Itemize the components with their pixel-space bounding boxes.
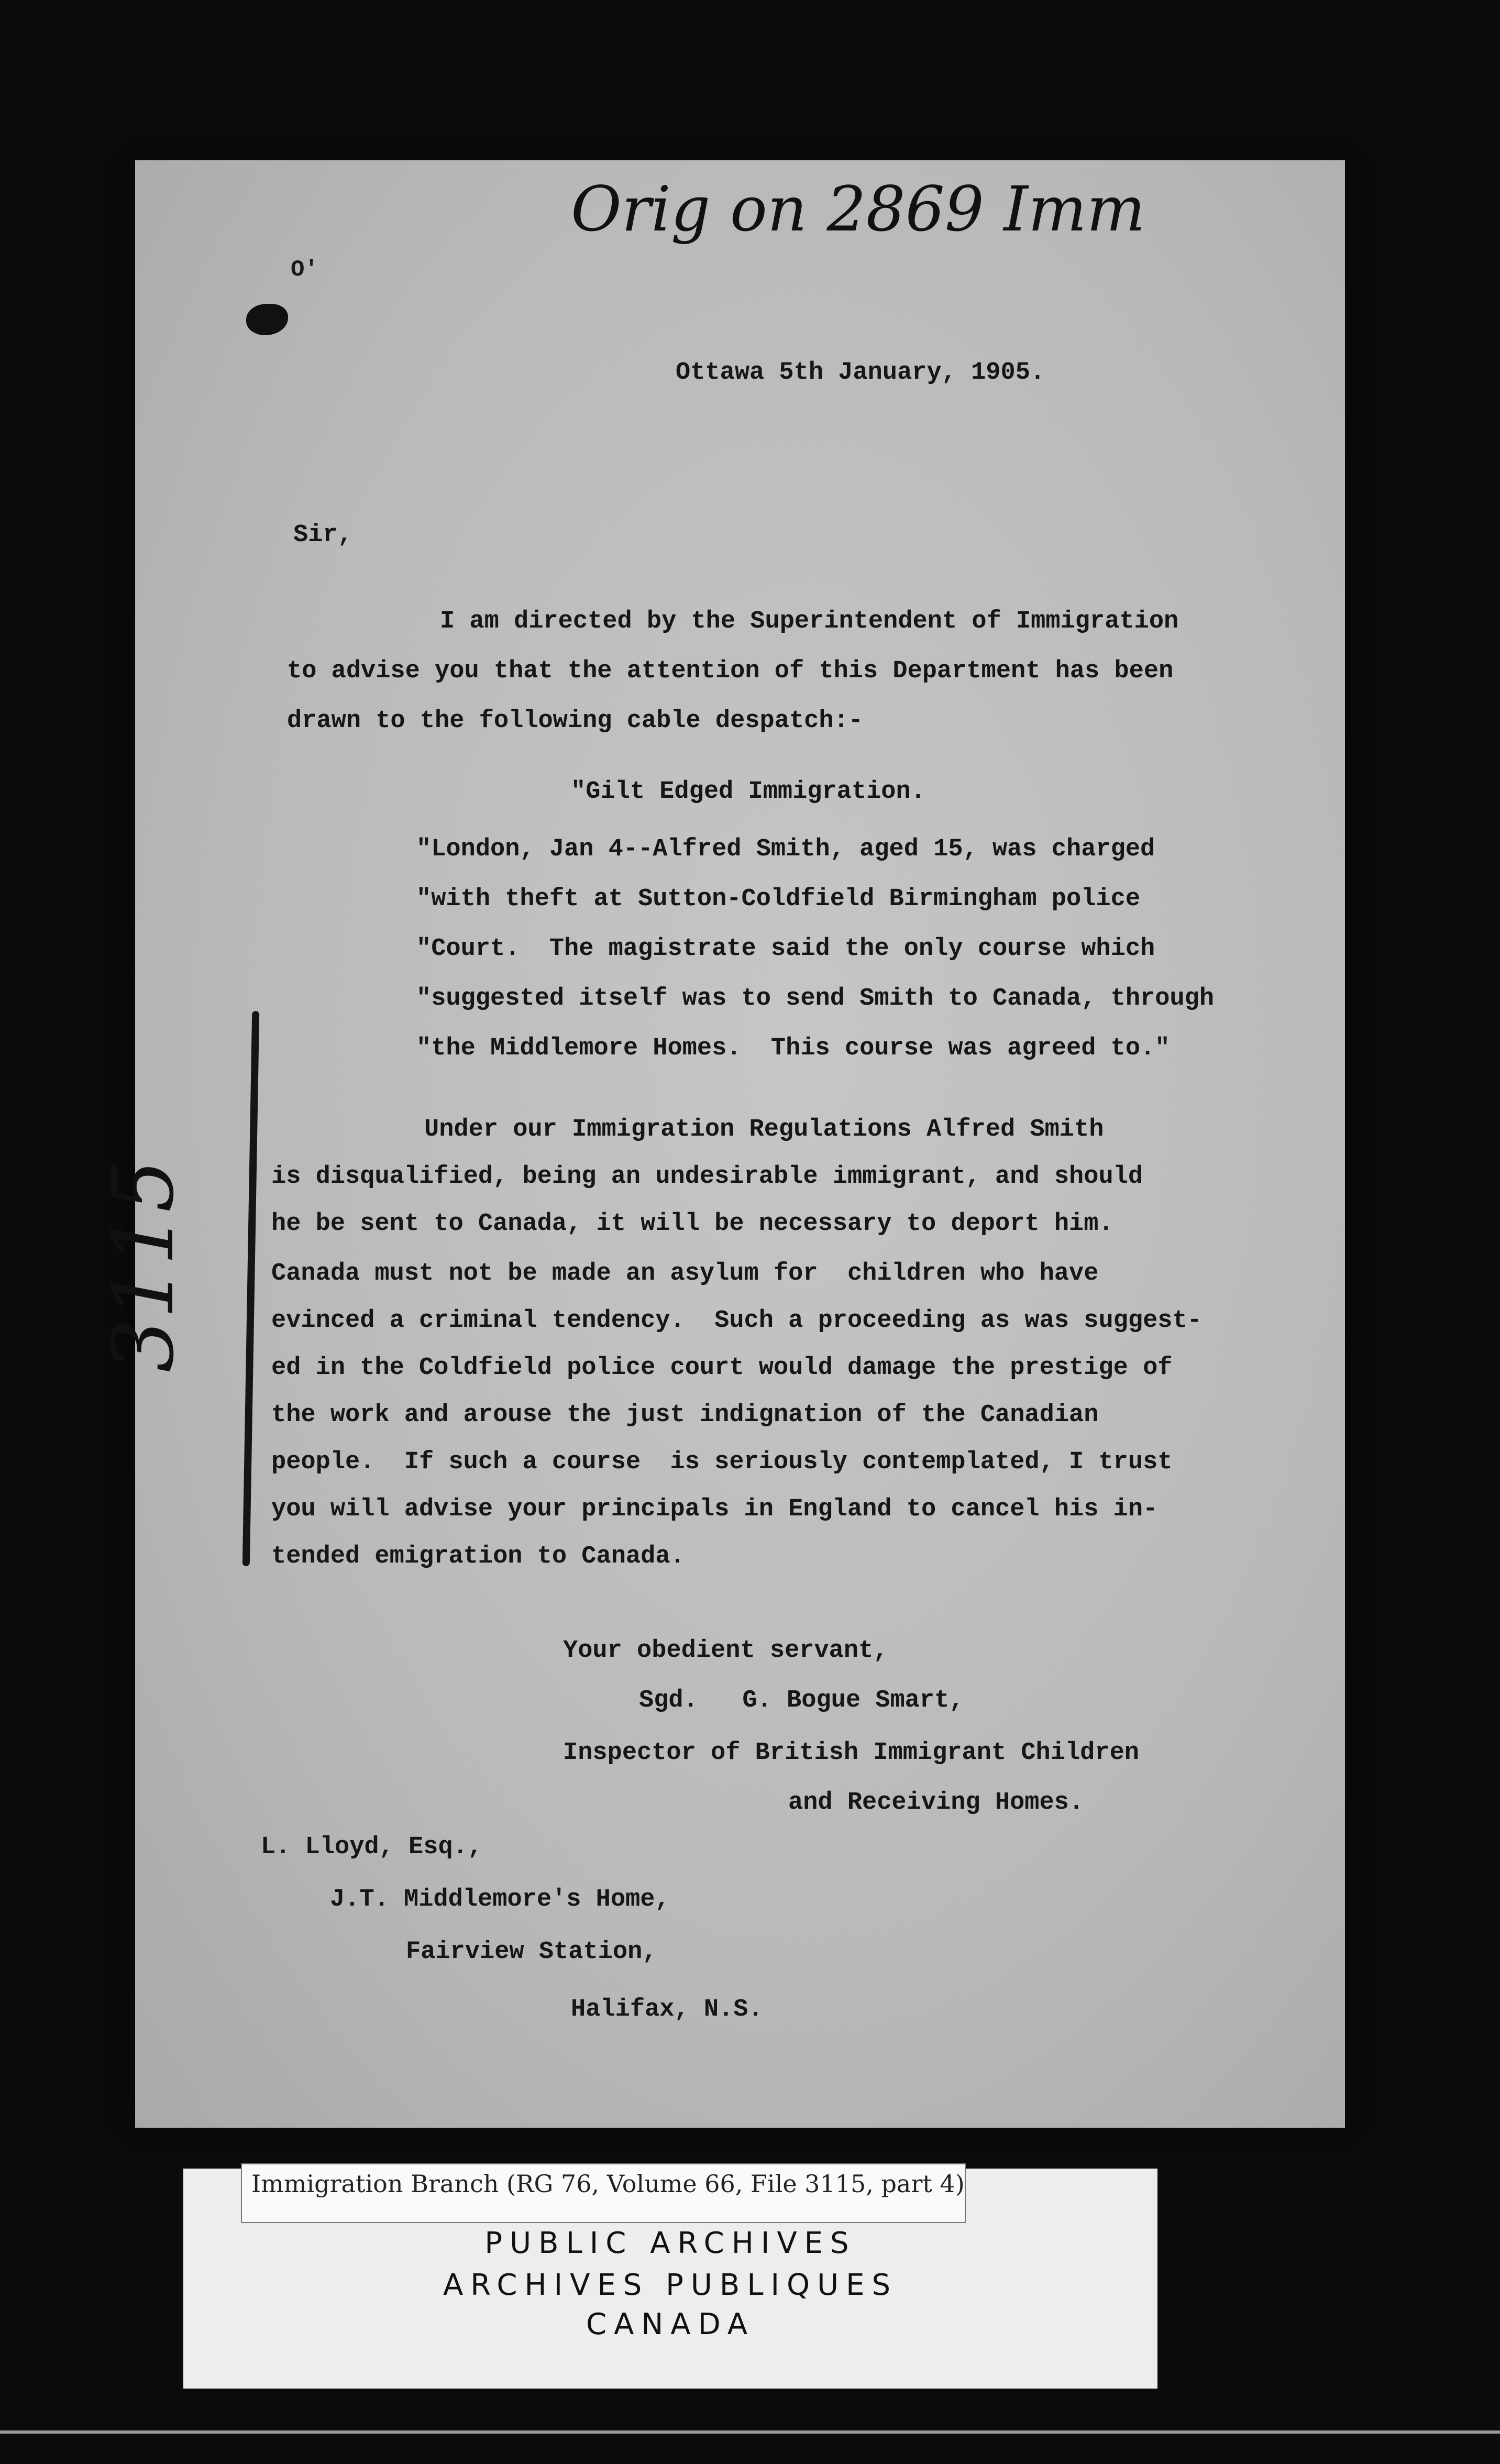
- bottom-rule: [0, 2430, 1500, 2434]
- archive-stamp-line: CANADA: [586, 2307, 755, 2341]
- para2-line: he be sent to Canada, it will be necessary to deport him.: [271, 1210, 1113, 1238]
- para2-line: the work and arouse the just indignation of the Canadian: [271, 1401, 1099, 1429]
- para1-line: I am directed by the Superintendent of Immigration: [440, 608, 1179, 635]
- para2-line: you will advise your principals in England to cancel his in-: [271, 1495, 1158, 1523]
- para2-line: ed in the Coldfield police court would damage the prestige of: [271, 1354, 1173, 1382]
- quote-line: "Court. The magistrate said the only course which: [416, 935, 1155, 963]
- address-line: Halifax, N.S.: [571, 1996, 763, 2023]
- signature: Sgd. G. Bogue Smart,: [639, 1687, 964, 1714]
- signer-title-line2: and Receiving Homes.: [788, 1789, 1084, 1817]
- para2-line: evinced a criminal tendency. Such a proceeding as was suggest-: [271, 1307, 1202, 1335]
- para1-line: drawn to the following cable despatch:-: [287, 707, 863, 735]
- para2-line: tended emigration to Canada.: [271, 1543, 685, 1570]
- signer-title-line1: Inspector of British Immigrant Children: [563, 1739, 1139, 1767]
- handwritten-margin-number: 3115: [94, 1159, 192, 1372]
- closing: Your obedient servant,: [563, 1637, 888, 1665]
- address-line: L. Lloyd, Esq.,: [261, 1833, 483, 1861]
- archive-stamp-line: ARCHIVES PUBLIQUES: [443, 2268, 898, 2302]
- quote-line: "the Middlemore Homes. This course was agreed to.": [416, 1035, 1170, 1062]
- para1-line: to advise you that the attention of this Department has been: [287, 657, 1174, 685]
- address-line: J.T. Middlemore's Home,: [330, 1886, 670, 1913]
- archive-stamp-line: PUBLIC ARCHIVES: [484, 2226, 856, 2260]
- para2-line: is disqualified, being an undesirable immigrant, and should: [271, 1163, 1143, 1191]
- quote-line: "with theft at Sutton-Coldfield Birmingham police: [416, 885, 1141, 913]
- dateline: Ottawa 5th January, 1905.: [676, 359, 1045, 387]
- para2-line: Canada must not be made an asylum for children who have: [271, 1260, 1099, 1288]
- small-mark: O': [291, 257, 318, 283]
- quote-line: "Gilt Edged Immigration.: [571, 778, 925, 806]
- para2-line: Under our Immigration Regulations Alfred Smith: [424, 1116, 1104, 1143]
- address-line: Fairview Station,: [406, 1938, 657, 1966]
- salutation: Sir,: [293, 521, 352, 549]
- quote-line: "suggested itself was to send Smith to Canada, through: [416, 985, 1215, 1013]
- archive-reference: Immigration Branch (RG 76, Volume 66, File 3115, part 4): [251, 2170, 965, 2198]
- quote-line: "London, Jan 4--Alfred Smith, aged 15, was charged: [416, 835, 1155, 863]
- para2-line: people. If such a course is seriously contemplated, I trust: [271, 1448, 1173, 1476]
- handwritten-file-note: Orig on 2869 Imm: [571, 173, 1145, 245]
